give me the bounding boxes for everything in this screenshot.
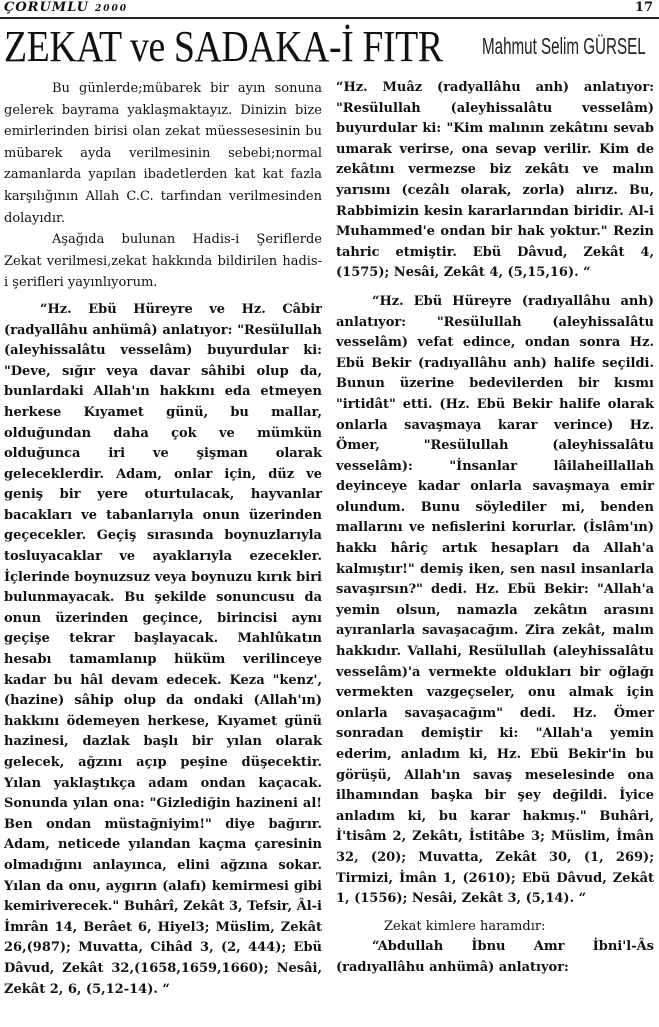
hadith-paragraph-1: “Hz. Ebü Hüreyre ve Hz. Câbir (radyallâhu anhümâ) anlatıyor: "Resülullah (aleyhissalâtu vesselâm) buyurdular ki: "Deve, sığır veya davar sâhibi olup da, bunlardaki Allah'ın hakkını eda etmeyen herkese Kıyamet günü, bu mallar, olduğundan daha çok ve mümkün olduğunca iri ve şişman olarak geleceklerdir. Adam, onlar için, düz ve geniş bir yere oturtulacak, hayvanlar bacakları ve tabanlarıyla onun üzerinden geçecekler. Geçiş sırasında boynuzlarıyla tosluyacaklar ve ayaklarıyla ezecekler. İçlerinde boynuzsuz veya boynuzu kırık biri bulunmayacak. Bu şekilde sonuncusu da onun üzerinden geçince, birincisi aynı geçişe tekrar başlayacak. Mahlûkatın hesabı tamamlanıp hüküm verilinceye kadar bu hâl devam edecek. Keza "kenz', (hazine) sâhip olup da ondaki (Allah'ın) hakkını ödemeyen herkese, Kıyamet günü hazinesi, dazlak başlı bir yılan olarak gelecek, ağzını açıp peşine düşecektir. Yılan yaklaştıkça adam ondan kaçacak. Sonunda yılan ona: "Gizlediğin hazineni al! Ben ondan müstağniyim!" diye bağırır. Adam, neticede yılandan kaçma çaresinin olmadığını anlayınca, elini ağzına sokar. Yılan da onu, aygırın (alafı) kemirmesi gibi kemiriverecek." Buhârî, Zekât 3, Tefsir, Âl-i İmrân 14, Berâet 6, Hiyel3; Müslim, Zekât 26,(987); Muvatta, Cihâd 3, (2, 444); Ebü Dâvud, Zekât 32,(1658,1659,1660); Nesâi, Zekât 2, 6, (5,12-14). “	[4, 301, 322, 997]
hadith-paragraph-4: “Abdullah İbnu Amr İbni'l-Âs (radıyallâhu anhümâ) anlatıyor:	[336, 939, 654, 975]
intro-paragraph: Bu günlerde;mübarek bir ayın sonuna gelerek bayrama yaklaşmaktayız. Dinizin bize emirlerinden birisi olan zekat müessesesinin bu mübarek ayda verilmesinin sebebi;normal zamanlarda yapılan ibadetlerden kat kat fazla karşılığının Allah C.C. tarfından verilmesinden dolayıdır.	[4, 81, 322, 226]
intro-paragraph-2: Aşağıda bulunan Hadis-i Şeriflerde Zekat verilmesi,zekat hakkında bildirilen hadis-i şerifleri yayınlıyorum.	[4, 232, 322, 291]
page-header	[0, 0, 659, 18]
right-column	[336, 78, 654, 979]
hadith-paragraph-2: “Hz. Muâz (radyallâhu anh) anlatıyor: "Resülullah (aleyhissalâtu vesselâm) buyurdular ki: "Kim malının zekâtını sevab umarak verirse, ona sevap verilir. Kim de zekâtını vermezse biz zekâtı ve malın yarısını (cezâlı olarak, zorla) alırız. Bu, Rabbimizin kesin kararlarından biridir. Al-i Muhammed'e ondan bir hak yoktur." Rezin tahric etmiştir. Ebü Dâvud, Zekât 4, (1575); Nesâi, Zekât 4, (5,15,16). “	[336, 80, 654, 281]
left-column	[4, 78, 322, 1000]
hadith-paragraph-3: “Hz. Ebü Hüreyre (radıyallâhu anh) anlatıyor: "Resülullah (aleyhissalâtu vesselâm) vefat edince, ondan sonra Hz. Ebü Bekir (radıyallâhu anh) halife seçildi. Bunun üzerine bedevilerden bir kısmı "irtidât" etti. (Hz. Ebü Bekir halife olarak onlarla savaşmaya karar verince) Hz. Ömer, "Resülullah (aleyhissalâtu vesselâm): "İnsanlar lâilaheillallah deyinceye kadar onlarla savaşmaya emir olundum. Bunu söylediler mi, benden mallarını ve nefislerini korurlar. (İslâm'ın) hakkı hâriç artık hesapları da Allah'a kalmıştır!" demiş iken, sen nasıl insanlarla savaşırsın?" dedi. Hz. Ebü Bekir: "Allah'a yemin olsun, namazla zekâtın arasını ayıranlarla savaşacağım. Zira zekât, malın hakkıdır. Vallahi, Resülullah (aleyhissalâtu vesselâm)'a vermekte oldukları bir oğlağı vermekten vazgeçseler, onu almak için onlarla savaşacağım" dedi. Hz. Ömer sonradan demiştir ki: "Allah'a yemin ederim, anladım ki, Hz. Ebü Bekir'in bu görüşü, Allah'ın savaş meselesinde ona ilhamından başka bir şey değildi. İyice anladım ki, bu karar hakmış." Buhâri, İ'tisâm 2, Zekâtı, İstitâbe 3; Müslim, İmân 32, (20); Muvatta, Zekât 30, (1, 269); Tirmizi, İmân 1, (2610); Ebü Dâvud, Zekât 1, (1556); Nesâi, Zekât 3, (5,14). “	[336, 293, 654, 907]
publication-name: ÇORUMLU 2000	[4, 0, 129, 15]
article-author: Mahmut Selim GÜRSEL	[482, 33, 646, 59]
publication-year: 2000	[94, 4, 129, 14]
article-title: ZEKAT ve SADAKA-İ FITR	[4, 22, 443, 71]
page-number: 17	[634, 0, 653, 15]
header-divider	[0, 17, 659, 19]
section-subheading: Zekat kimlere haramdır:	[384, 918, 546, 934]
